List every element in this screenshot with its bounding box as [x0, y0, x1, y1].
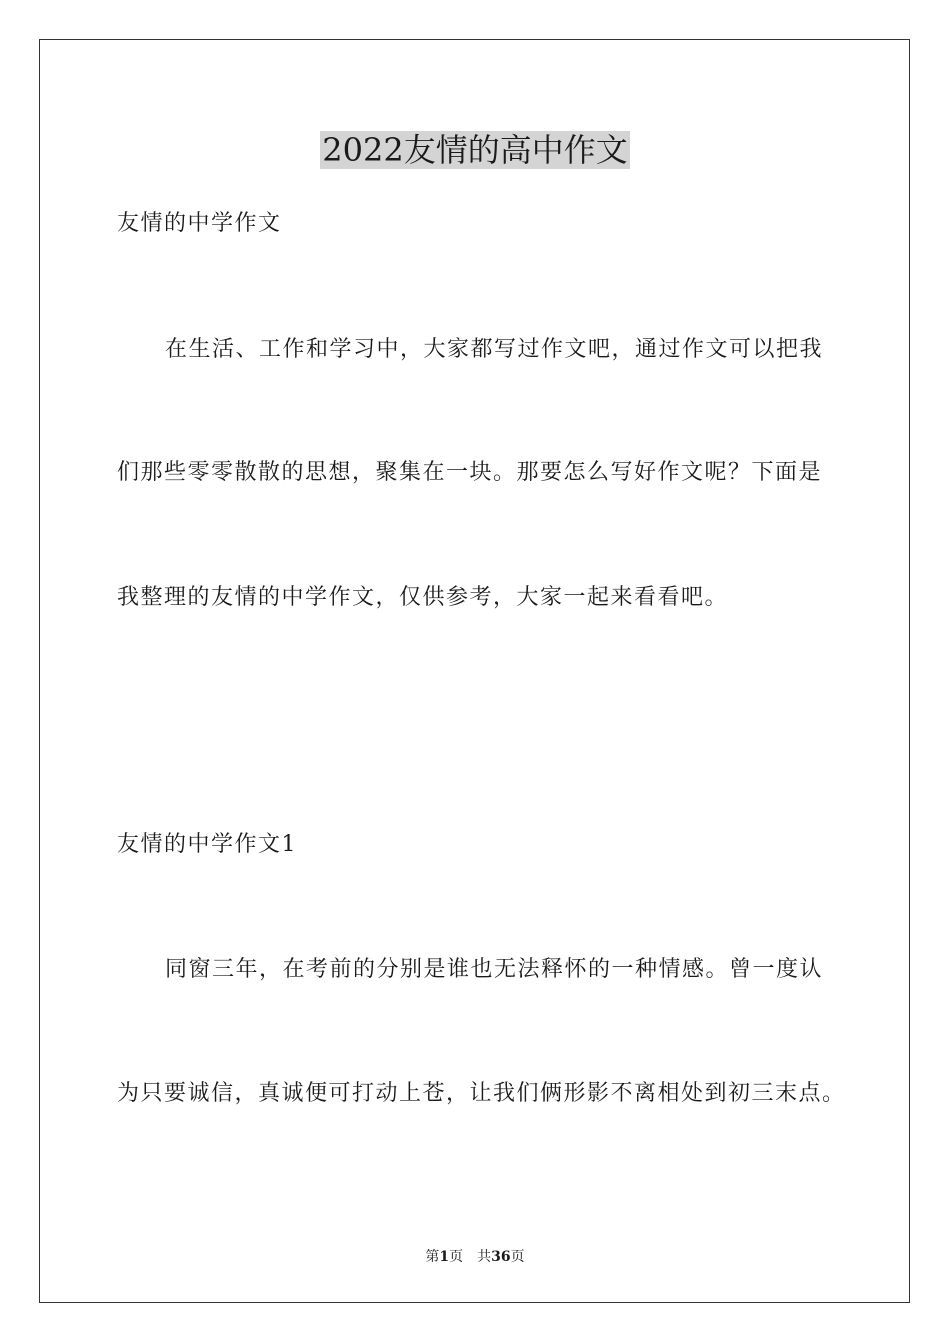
- paragraph-line: 我整理的友情的中学作文，仅供参考，大家一起来看看吧。: [117, 585, 729, 610]
- document-title: [0, 128, 950, 172]
- document-title-text: 2022友情的高中作文: [322, 131, 628, 169]
- section-heading: 友情的中学作文: [117, 211, 282, 236]
- paragraph-line: 们那些零零散散的思想，聚集在一块。那要怎么写好作文呢？下面是: [117, 460, 823, 485]
- section-heading: 友情的中学作文1: [117, 832, 297, 857]
- footer-page-suffix: 页: [449, 1249, 464, 1265]
- footer-total-prefix: 共: [477, 1249, 492, 1265]
- footer-total-suffix: 页: [510, 1249, 525, 1265]
- footer-page-number: 1: [439, 1249, 450, 1265]
- paragraph-line: 为只要诚信，真诚便可打动上苍，让我们俩形影不离相处到初三末点。: [117, 1081, 846, 1106]
- page-footer: [0, 1247, 950, 1267]
- paragraph-line: 在生活、工作和学习中，大家都写过作文吧，通过作文可以把我: [165, 337, 824, 362]
- paragraph-line: 同窗三年，在考前的分别是谁也无法释怀的一种情感。曾一度认: [165, 957, 824, 982]
- footer-page-prefix: 第: [425, 1249, 440, 1265]
- footer-total-pages: 36: [491, 1249, 511, 1265]
